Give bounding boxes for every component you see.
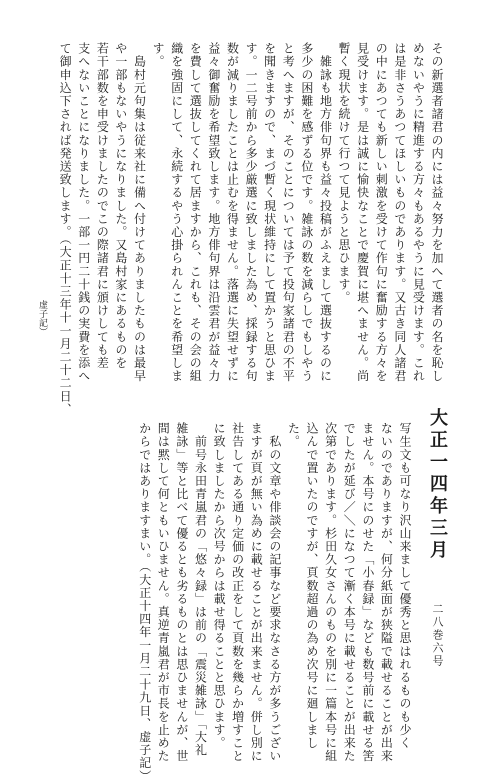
- text-line: ますが頁が無い為めに載せることが出来ません。併し別に: [249, 422, 264, 763]
- text-line: 社告してある通り定価の改正をして頁数を幾らか増すこと: [230, 422, 245, 763]
- text-line: す。: [151, 42, 166, 69]
- text-line: の中にあつても新しい刺激を受けて作句に奮励する方々を: [374, 42, 389, 383]
- text-line: 私の文章や俳談会の記事など要求なさる方が多うござい: [267, 422, 282, 763]
- text-line: と考へますが、そのことについては予て投句家諸君の不平: [281, 42, 296, 383]
- text-line: 見受けます。是は誠に愉快なことで慶賀に堪へません。尚: [355, 42, 370, 383]
- entry-title: 大正一四年三月: [427, 408, 448, 562]
- upper-body-text: [56, 42, 446, 416]
- entry-volume-number: 二八巻六号: [431, 603, 444, 668]
- text-line: た。: [286, 422, 301, 449]
- text-line: 前号永田青嵐君の「悠々録」は前の「震災雑詠」「大礼: [193, 422, 208, 757]
- text-line: 多少の困難を感ずる位です。雑詠の数を減らしでもしやう: [299, 42, 314, 383]
- text-line: 織を強固にして、永続するやう心掛られんことを希望しま: [169, 42, 184, 383]
- text-line: 雑詠も地方俳句界も益々投稿がふえまして選抜するのに: [318, 42, 333, 383]
- text-line: 益々御奮励を希望致します。地方俳句界は沿雲君が益々力: [206, 42, 221, 383]
- text-line: は是非さうあつてほしいものであります。又古き同人諸君: [392, 42, 407, 383]
- text-line: でしたが延び／＼になつて漸く本号に載せることが出来た: [342, 422, 357, 763]
- text-line: ません。本号にのせた「小春録」なども数号前に載せる筈: [360, 422, 375, 763]
- text-line: て御申込下されば発送致します。（大正十三年十一月二十二日、: [58, 42, 73, 416]
- text-line: 間は黙して何ともいひません。真逆青嵐君が市長を止めた: [156, 422, 171, 763]
- text-line: を費して選抜してくれて居ますから、これも、その会の組: [188, 42, 203, 383]
- text-line: 支へないことになりました。一部一円二十銭の実費を添へ: [76, 42, 91, 383]
- text-line: ないのでありますが、何分紙面が狭隘で載せることが出来: [379, 422, 394, 763]
- text-line: 暫く現状を続けて行つて見ようと思ひます。: [337, 42, 352, 304]
- text-line: や一部もないやうになりました。又島村家にあるものを: [113, 42, 128, 370]
- text-line: その新選者諸君の内には益々努力を加へて選者の名を恥し: [430, 42, 444, 383]
- text-line: に致しましたから次号からは載せ得ることと思ひます。: [212, 422, 227, 750]
- text-line: 込んで置いたのですが、頁数超過の為め次号に廻しまし: [305, 422, 320, 750]
- text-line: 次第であります。杉田久女さんのものを別に一篇本号に組: [323, 422, 338, 763]
- text-line: 島村元句集は従来社に備へ付けてありましたものは最早: [132, 42, 147, 383]
- text-line: す。一二号前から多少厳選に致しました為め、採録する句: [244, 42, 259, 383]
- text-line: からではありますまい。（大正十四年一月二十九日、虚子記）: [137, 422, 152, 783]
- text-line: めないやうに精進する方々もあるやうに見受けます。これ: [411, 42, 426, 383]
- text-line: 若干部数を申受けましたのでこの際諸君に頒けしても差: [95, 42, 110, 370]
- text-line: 数が減りましたことは止むを得ません。落選に失望せずに: [225, 42, 240, 383]
- text-line: 写生文も可なり沢山来まして優秀と思はれるものも少く: [398, 422, 412, 750]
- upper-signature-note: 虚子記）: [37, 300, 47, 336]
- text-line: 雑詠」等と比べて優るとも劣るものとは思ひませんが、世: [174, 422, 189, 763]
- entry-body-text: [135, 422, 414, 783]
- text-line: を聞きますので、まづ暫く現状維持にして置かうと思ひま: [262, 42, 277, 383]
